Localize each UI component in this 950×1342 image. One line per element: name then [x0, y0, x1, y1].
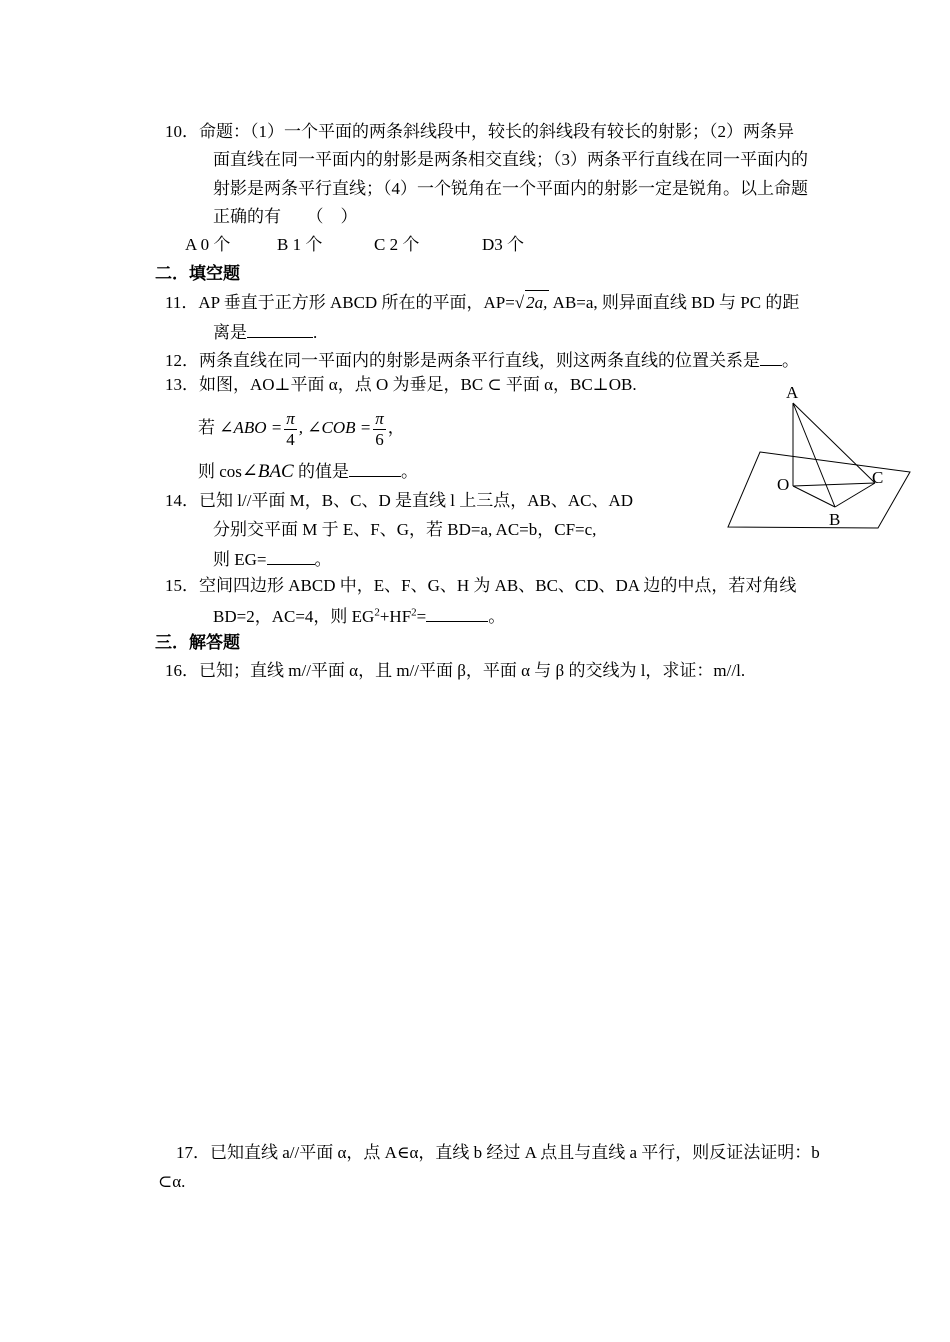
q13-condition [198, 404, 405, 454]
q15-line2 [213, 603, 505, 629]
segment-bc [835, 483, 875, 507]
q13-frac2-num: π [375, 408, 384, 428]
q10-option-d: D3 个 [482, 235, 525, 254]
q11-number: 11． [165, 293, 199, 312]
q15-sup1: 2 [374, 606, 380, 619]
q13-fraction-2 [373, 409, 386, 450]
q10-text-line1: 命题：（1）一个平面的两条斜线段中，较长的斜线段有较长的射影；（2）两条异 [199, 122, 794, 141]
segment-oc [793, 483, 875, 486]
q13-frac1-num: π [286, 408, 295, 428]
q15-answer-blank[interactable] [426, 603, 488, 622]
q15-sup2: 2 [411, 606, 417, 619]
q15-text-line1: 空间四边形 ABCD 中，E、F、G、H 为 AB、BC、CD、DA 边的中点，若对角线 [199, 576, 797, 595]
q12-line1 [165, 347, 799, 373]
q16-number: 16． [165, 661, 199, 680]
q14-line2: 分别交平面 M 于 E、F、G，若 BD=a, AC=b，CF=c, [213, 520, 597, 539]
q17-text-line1: 已知直线 a//平面 α，点 A∈α，直线 b 经过 A 点且与直线 a 平行，则反证法证明：b [210, 1143, 820, 1162]
q11-text-a: AP 垂直于正方形 ABCD 所在的平面，AP= [198, 293, 515, 312]
q11-end: . [313, 323, 318, 342]
q10-line3: 射影是两条平行直线；（4）一个锐角在一个平面内的射影一定是锐角。以上命题 [213, 179, 808, 198]
q15-text-c: = [416, 607, 427, 626]
q10-option-b: B 1 个 [277, 235, 323, 254]
q13-text-line1: 如图，AO⊥平面 α，点 O 为垂足，BC ⊂ 平面 α，BC⊥OB. [199, 375, 637, 394]
q11-sqrt-value: 2a, [525, 290, 549, 315]
q10-line1 [165, 120, 794, 144]
section-fill-in-title: 二．填空题 [155, 264, 240, 283]
q16-text: 已知；直线 m//平面 α，且 m//平面 β，平面 α 与 β 的交线为 l，求证：m//l. [199, 661, 746, 680]
q15-text-a: BD=2，AC=4，则 EG [213, 607, 375, 626]
q14-line1 [165, 489, 633, 513]
q13-line1 [165, 373, 637, 397]
section-answer-title: 三．解答题 [155, 633, 240, 652]
q10-option-a: A 0 个 [185, 235, 231, 254]
q13-then: 则 cos [198, 462, 242, 481]
q11-text-b: AB=a, 则异面直线 BD 与 PC 的距 [549, 293, 800, 312]
q15-number: 15． [165, 576, 199, 595]
q11-line2 [213, 319, 317, 345]
q13-frac1-den: 4 [286, 429, 295, 449]
q14-text-line1: 已知 l//平面 M，B、C、D 是直线 l 上三点，AB、AC、AD [199, 491, 633, 510]
q13-comma: ， [387, 418, 405, 437]
q11-text-line2: 离是 [213, 323, 247, 342]
q14-text-line3: 则 EG= [213, 550, 267, 569]
geometry-figure [720, 376, 920, 536]
q13-end: 。 [400, 462, 418, 481]
segment-ab [793, 403, 835, 507]
q15-text-b: +HF [379, 607, 412, 626]
sqrt-icon: √ [514, 293, 525, 312]
segment-ob [793, 486, 835, 507]
q13-answer-blank[interactable] [349, 458, 401, 477]
label-c: C [872, 468, 884, 487]
q13-frac2-den: 6 [375, 429, 384, 449]
label-a: A [786, 383, 799, 402]
q12-answer-blank[interactable] [760, 347, 782, 366]
q16-line1 [165, 659, 745, 683]
q11-answer-blank[interactable] [247, 319, 313, 338]
label-o: O [777, 475, 790, 494]
q12-end: 。 [782, 351, 799, 370]
q17-number: 17． [176, 1143, 210, 1162]
q17-line1 [176, 1141, 820, 1165]
q15-end: 。 [488, 607, 506, 626]
q11-line1 [165, 290, 799, 315]
q10-option-c: C 2 个 [374, 235, 420, 254]
q13-line3 [198, 458, 418, 484]
q17-line2: ⊂α. [158, 1172, 186, 1191]
q14-number: 14． [165, 491, 199, 510]
q10-line2: 面直线在同一平面内的射影是两条相交直线；（3）两条平行直线在同一平面内的 [213, 150, 808, 169]
q10-number: 10． [165, 122, 199, 141]
q13-ruo: 若 [198, 418, 215, 437]
q15-line1 [165, 574, 796, 598]
q13-angle-bac: ∠BAC [241, 461, 294, 482]
q10-line4: 正确的有 （ ） [213, 207, 358, 226]
q12-text: 两条直线在同一平面内的射影是两条平行直线，则这两条直线的位置关系是 [199, 351, 760, 370]
q14-line3 [213, 546, 332, 572]
q13-value-text: 的值是 [293, 462, 349, 481]
q14-end: 。 [314, 550, 332, 569]
q13-number: 13． [165, 375, 199, 394]
q13-angle-abo: ∠ABO = [219, 418, 283, 437]
q13-fraction-1 [284, 409, 297, 450]
q14-answer-blank[interactable] [267, 546, 315, 565]
q12-number: 12． [165, 351, 199, 370]
segment-ac [793, 403, 875, 483]
plane-alpha [728, 452, 910, 528]
q13-angle-cob: , ∠COB = [298, 418, 372, 437]
label-b: B [829, 510, 841, 529]
